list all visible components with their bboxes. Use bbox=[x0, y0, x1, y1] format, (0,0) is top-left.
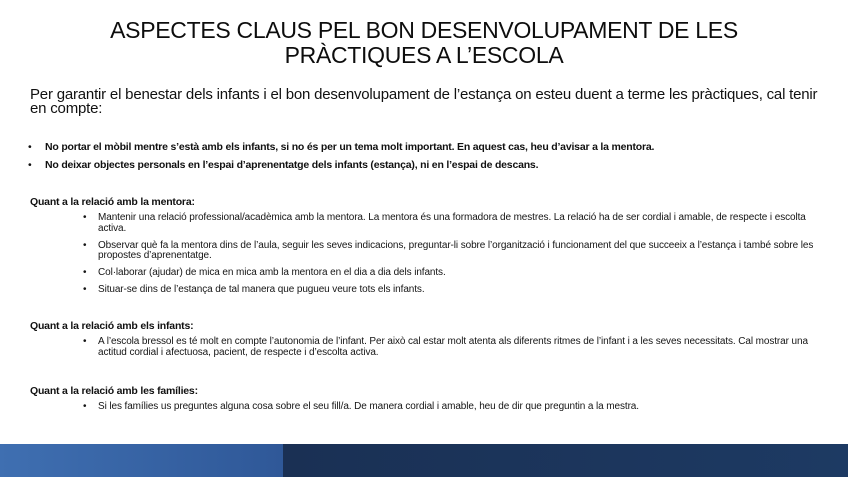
list-item: • Mantenir una relació professional/acadèmica amb la mentora. La mentora és una formadora de mestres. La relació ha de ser cordial i amable, de respecte i escolta activa. bbox=[83, 213, 820, 234]
list-item: • Si les famílies us preguntes alguna cosa sobre el seu fill/a. De manera cordial i amable, heu de dir que preguntin a la mestra. bbox=[83, 402, 820, 413]
key-rules-list bbox=[28, 141, 828, 177]
families-guidelines-list bbox=[30, 402, 820, 413]
mentor-guidelines-list bbox=[30, 213, 820, 296]
slide-title: ASPECTES CLAUS PEL BON DESENVOLUPAMENT DE LES PRÀCTIQUES A L’ESCOLA bbox=[110, 17, 738, 68]
footer-bar-left bbox=[0, 444, 283, 477]
rule-item-mobile: • No portar el mòbil mentre s’està amb els infants, si no és per un tema molt important. En aquest cas, heu d’avisar a la mentora. bbox=[28, 141, 828, 153]
section-heading-families: Quant a la relació amb les famílies: bbox=[30, 385, 198, 397]
section-families bbox=[30, 385, 820, 419]
children-guidelines-list bbox=[30, 337, 820, 358]
intro-paragraph: Per garantir el benestar dels infants i el bon desenvolupament de l’estança on esteu duent a terme les pràctiques, cal tenir en compte: bbox=[30, 86, 818, 117]
section-heading-children: Quant a la relació amb els infants: bbox=[30, 320, 194, 332]
footer-decorative-bar bbox=[0, 444, 848, 477]
footer-bar-right bbox=[283, 444, 848, 477]
section-mentor bbox=[30, 196, 820, 302]
list-item: • A l’escola bressol es té molt en compte l’autonomia de l’infant. Per això cal estar molt atenta als diferents ritmes de l’infant i a les seves necessitats. Cal mostrar una actitud cordial i afectuosa, pacient, de respecte i d’escolta activa. bbox=[83, 337, 820, 358]
list-item: • Situar-se dins de l’estança de tal manera que pugueu veure tots els infants. bbox=[83, 285, 820, 296]
section-heading-mentor: Quant a la relació amb la mentora: bbox=[30, 196, 195, 208]
rule-item-personal-objects: • No deixar objectes personals en l’espai d’aprenentatge dels infants (estança), ni en l’espai de descans. bbox=[28, 159, 828, 171]
section-children bbox=[30, 320, 820, 365]
list-item: • Col·laborar (ajudar) de mica en mica amb la mentora en el dia a dia dels infants. bbox=[83, 268, 820, 279]
list-item: • Observar què fa la mentora dins de l’aula, seguir les seves indicacions, preguntar-li sobre l’organització i funcionament del que succeeix a l’estança i també sobre les propostes d’aprenentatge. bbox=[83, 241, 820, 262]
